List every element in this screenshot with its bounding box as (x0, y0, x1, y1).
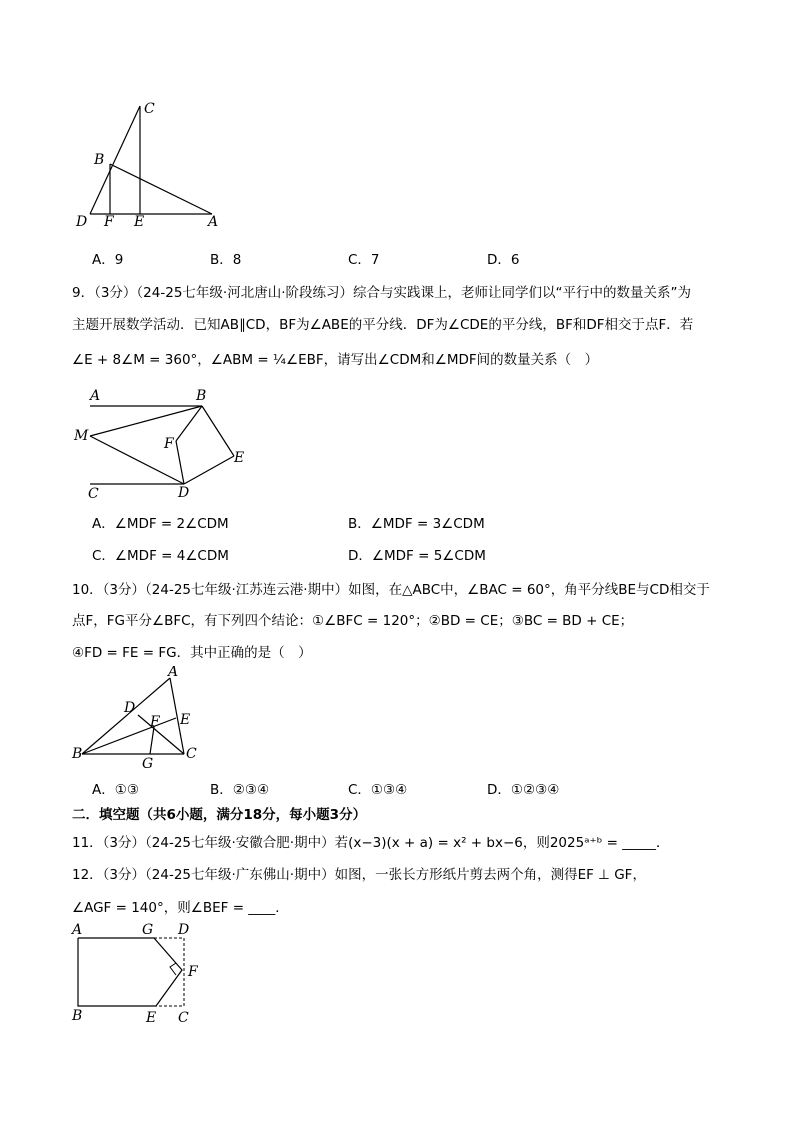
q10-option-a[interactable]: A．①③ (92, 782, 139, 798)
fig12-label-b: B (72, 1008, 83, 1024)
q10-option-b[interactable]: B．②③④ (210, 782, 270, 798)
fig12-label-a: A (72, 922, 83, 938)
q11-line: 11．（3分）（24-25七年级·安徽合肥·期中）若(x−3)(x + a) = x² + bx−6，则2025ᵃ⁺ᵇ = _____． (72, 835, 670, 851)
fig8-label-b: B (94, 152, 105, 168)
q12-line-2: ∠AGF = 140°，则∠BEF = ____． (72, 900, 289, 916)
q10-option-c[interactable]: C．①③④ (348, 782, 408, 798)
section-2-heading: 二．填空题（共6小题，满分18分，每小题3分） (72, 807, 367, 823)
fig9-label-c: C (88, 486, 99, 502)
fig12-label-g: G (142, 922, 154, 938)
fig12-label-c: C (178, 1010, 189, 1026)
q9-figure (72, 386, 262, 502)
q9-option-c[interactable]: C．∠MDF = 4∠CDM (92, 548, 229, 564)
fig8-label-a: A (208, 214, 219, 230)
q8-option-c[interactable]: C．7 (348, 252, 380, 268)
q9-line-1: 9．（3分）（24-25七年级·河北唐山·阶段练习）综合与实践课上，老师让同学们以“平行中的数量关系”为 (72, 285, 691, 301)
fig9-label-b: B (196, 388, 207, 404)
fig12-label-d: D (178, 922, 190, 938)
q8-option-a[interactable]: A．9 (92, 252, 124, 268)
fig9-label-m: M (74, 428, 89, 444)
q10-line-2: 点F，FG平分∠BFC，有下列四个结论：①∠BFC = 120°；②BD = CE；③BC = BD + CE； (72, 613, 634, 629)
fig12-label-f: F (188, 964, 198, 980)
fig10-label-e: E (180, 712, 191, 728)
q8-option-d[interactable]: D．6 (487, 252, 520, 268)
fig10-label-d: D (124, 700, 136, 716)
fig9-label-a: A (90, 388, 101, 404)
q12-figure (70, 920, 210, 1028)
fig8-label-c: C (144, 101, 155, 117)
fig9-label-f: F (164, 436, 174, 452)
q10-option-d[interactable]: D．①②③④ (487, 782, 560, 798)
fig8-label-e: E (134, 214, 145, 230)
fig8-label-d: D (76, 214, 88, 230)
fig10-label-f: F (150, 714, 160, 730)
q10-figure (70, 666, 210, 770)
fig10-label-g: G (142, 756, 154, 770)
fig10-label-c: C (186, 746, 197, 762)
fig9-label-d: D (178, 485, 190, 501)
fig9-label-e: E (234, 450, 245, 466)
q8-figure (72, 96, 232, 236)
fig10-label-b: B (72, 746, 83, 762)
q9-option-b[interactable]: B．∠MDF = 3∠CDM (348, 516, 485, 532)
q9-line-2: 主题开展数学活动．已知AB∥CD，BF为∠ABE的平分线．DF为∠CDE的平分线，BF和DF相交于点F．若 (72, 317, 694, 333)
fig12-label-e: E (146, 1010, 157, 1026)
q10-line-1: 10．（3分）（24-25七年级·江苏连云港·期中）如图，在△ABC中，∠BAC = 60°，角平分线BE与CD相交于 (72, 582, 710, 598)
fig8-label-f: F (104, 214, 114, 230)
fig10-label-a: A (168, 666, 179, 680)
q12-line-1: 12．（3分）（24-25七年级·广东佛山·期中）如图，一张长方形纸片剪去两个角，测得EF ⊥ GF， (72, 867, 646, 883)
q9-option-d[interactable]: D．∠MDF = 5∠CDM (348, 548, 486, 564)
q9-option-a[interactable]: A．∠MDF = 2∠CDM (92, 516, 229, 532)
q9-line-3: ∠E + 8∠M = 360°，∠ABM = ¼∠EBF，请写出∠CDM和∠MDF间的数量关系（ ） (72, 352, 599, 368)
q8-option-b[interactable]: B．8 (210, 252, 242, 268)
q10-line-3: ④FD = FE = FG．其中正确的是（ ） (72, 645, 312, 661)
